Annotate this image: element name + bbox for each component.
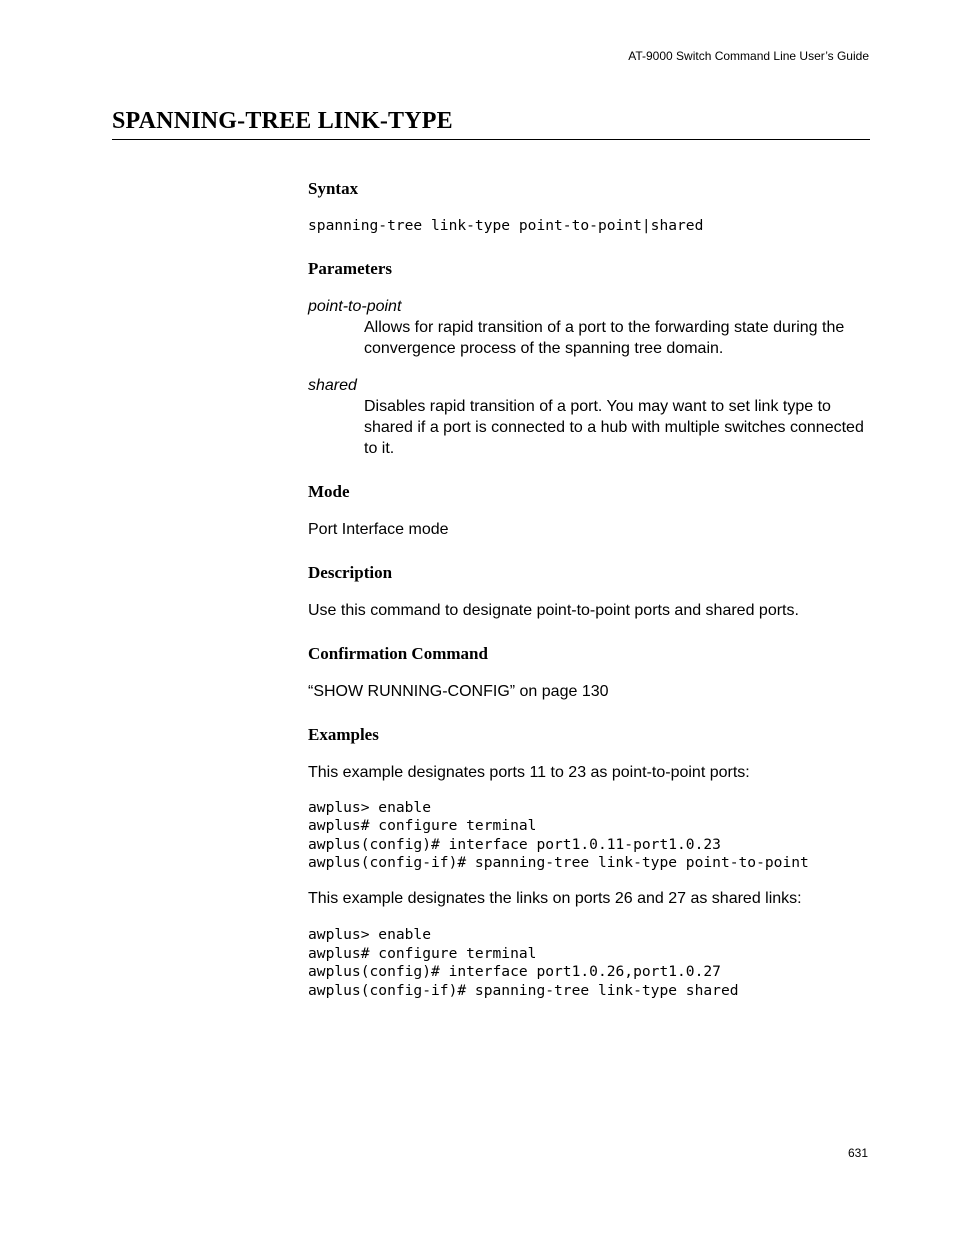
examples-heading: Examples xyxy=(308,724,379,744)
example-code-block: awplus> enable awplus# configure terminal awplus(config)# interface port1.0.26,port1.0.27 awplus(config-if)# spanning-tree link-type shared xyxy=(308,925,739,999)
description-heading: Description xyxy=(308,562,393,582)
syntax-command: spanning-tree link-type point-to-point|shared xyxy=(308,217,704,234)
parameter-term: point-to-point xyxy=(308,297,402,315)
content-column xyxy=(308,178,870,1000)
confirmation-heading: Confirmation Command xyxy=(308,643,488,663)
example-intro: This example designates the links on ports 26 and 27 as shared links: xyxy=(308,889,802,907)
example-code-block: awplus> enable awplus# configure terminal awplus(config)# interface port1.0.11-port1.0.23 awplus(config-if)# spanning-tree link-type point-to-point xyxy=(308,798,809,872)
parameters-list xyxy=(308,296,870,459)
page-number: 631 xyxy=(847,1146,868,1160)
mode-text: Port Interface mode xyxy=(308,520,449,538)
parameter-description: Disables rapid transition of a port. You may want to set link type to shared if a port is connected to a hub with multiple switches connected to it. xyxy=(364,397,864,457)
mode-heading: Mode xyxy=(308,481,350,501)
parameter-term: shared xyxy=(308,376,357,394)
example-intro: This example designates ports 11 to 23 as point-to-point ports: xyxy=(308,763,750,781)
parameters-heading: Parameters xyxy=(308,258,393,278)
running-header: AT-9000 Switch Command Line User’s Guide xyxy=(628,49,869,63)
description-text: Use this command to designate point-to-point ports and shared ports. xyxy=(308,601,799,619)
parameter-description: Allows for rapid transition of a port to the forwarding state during the convergence process of the spanning tree domain. xyxy=(364,318,845,357)
syntax-heading: Syntax xyxy=(308,179,359,198)
page-title: SPANNING-TREE LINK-TYPE xyxy=(112,106,870,140)
confirmation-link[interactable]: “SHOW RUNNING-CONFIG” on page 130 xyxy=(308,682,609,700)
